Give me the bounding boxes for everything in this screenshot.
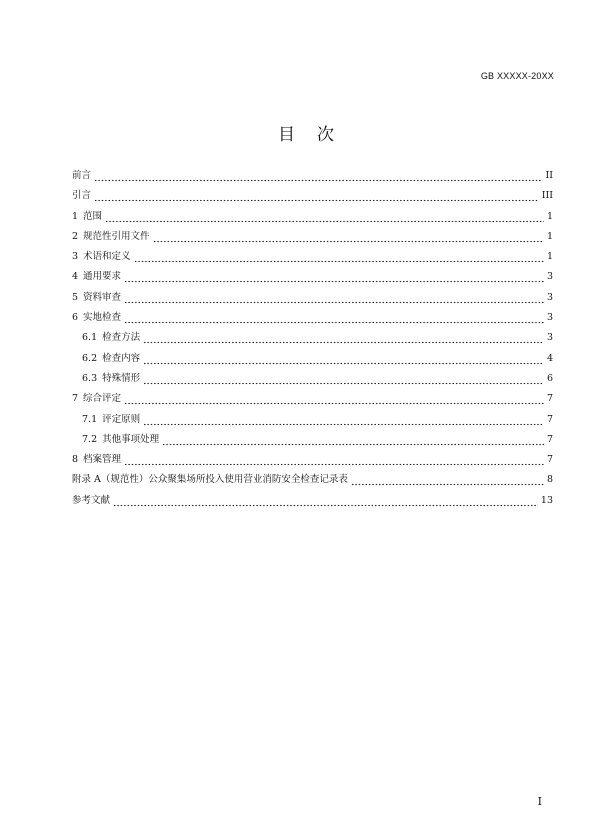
toc-dot-leader bbox=[143, 349, 544, 369]
toc-dot-leader bbox=[124, 308, 544, 328]
toc-entry-label: 前言 bbox=[72, 170, 92, 181]
toc-entry-page: 8 bbox=[546, 474, 553, 486]
toc-entry[interactable] bbox=[72, 288, 553, 308]
toc-entry[interactable] bbox=[72, 450, 553, 470]
toc-entry-page: 3 bbox=[546, 332, 553, 344]
toc-entry-page: II bbox=[545, 170, 553, 181]
toc-entry-label: 附录 A（规范性）公众聚集场所投入使用营业消防安全检查记录表 bbox=[72, 474, 348, 486]
toc-entry-page: 1 bbox=[546, 210, 553, 222]
toc-entry-page: 3 bbox=[546, 271, 553, 283]
toc-entry-page: 7 bbox=[546, 433, 553, 445]
toc-entry-page: 6 bbox=[546, 372, 553, 384]
toc-entry-label: 术语和定义 bbox=[83, 251, 131, 263]
page-number: I bbox=[537, 795, 542, 808]
toc-dot-leader bbox=[113, 491, 538, 511]
toc-entry-label: 综合评定 bbox=[83, 393, 122, 405]
toc-entry-page: 7 bbox=[546, 454, 553, 466]
toc-dot-leader bbox=[94, 166, 542, 186]
toc-entry-label: 评定原则 bbox=[102, 413, 141, 425]
table-of-contents bbox=[72, 166, 553, 511]
toc-entry-number: 6.2 bbox=[82, 352, 98, 364]
toc-entry-label: 资料审查 bbox=[83, 291, 122, 303]
toc-entry-label: 引言 bbox=[72, 190, 92, 202]
toc-entry[interactable] bbox=[72, 267, 553, 287]
toc-entry-label: 检查方法 bbox=[102, 332, 141, 344]
toc-dot-leader bbox=[94, 186, 539, 206]
toc-entry[interactable] bbox=[72, 328, 553, 348]
toc-entry-page: III bbox=[541, 190, 553, 202]
toc-dot-leader bbox=[143, 369, 544, 389]
toc-entry[interactable] bbox=[72, 470, 553, 490]
toc-entry[interactable] bbox=[72, 410, 553, 430]
toc-dot-leader bbox=[124, 267, 544, 287]
toc-entry-number: 1 bbox=[72, 210, 79, 222]
toc-dot-leader bbox=[124, 288, 544, 308]
toc-entry-label: 特殊情形 bbox=[102, 372, 141, 384]
toc-entry-page: 1 bbox=[546, 251, 553, 263]
toc-entry[interactable] bbox=[72, 369, 553, 389]
toc-dot-leader bbox=[134, 247, 544, 267]
toc-dot-leader bbox=[105, 207, 544, 227]
toc-entry[interactable] bbox=[72, 207, 553, 227]
document-code: GB XXXXX-20XX bbox=[480, 71, 554, 81]
toc-dot-leader bbox=[124, 389, 544, 409]
toc-entry[interactable] bbox=[72, 491, 553, 511]
toc-entry[interactable] bbox=[72, 389, 553, 409]
toc-entry-label: 实地检查 bbox=[83, 312, 122, 324]
toc-entry-label: 通用要求 bbox=[83, 271, 122, 283]
toc-entry-label: 规范性引用文件 bbox=[83, 230, 150, 242]
toc-entry-number: 7.2 bbox=[82, 433, 98, 445]
toc-entry[interactable] bbox=[72, 186, 553, 206]
toc-entry-page: 7 bbox=[546, 413, 553, 425]
toc-dot-leader bbox=[162, 430, 544, 450]
toc-entry-number: 7 bbox=[72, 393, 79, 405]
toc-entry-page: 3 bbox=[546, 291, 553, 303]
toc-dot-leader bbox=[153, 227, 544, 247]
toc-entry-label: 检查内容 bbox=[102, 352, 141, 364]
toc-entry-page: 13 bbox=[540, 494, 553, 506]
toc-entry-number: 6.3 bbox=[82, 372, 98, 384]
toc-entry-number: 2 bbox=[72, 230, 79, 242]
toc-entry-page: 1 bbox=[546, 230, 553, 242]
toc-entry-page: 7 bbox=[546, 393, 553, 405]
toc-entry-label: 档案管理 bbox=[83, 454, 122, 466]
toc-entry-number: 7.1 bbox=[82, 413, 98, 425]
toc-dot-leader bbox=[351, 470, 544, 490]
toc-entry-label: 参考文献 bbox=[72, 494, 111, 506]
toc-entry[interactable] bbox=[72, 430, 553, 450]
toc-entry[interactable] bbox=[72, 349, 553, 369]
toc-entry-number: 5 bbox=[72, 291, 79, 303]
toc-entry-number: 6.1 bbox=[82, 332, 98, 344]
toc-entry-page: 3 bbox=[546, 312, 553, 324]
toc-entry-number: 8 bbox=[72, 454, 79, 466]
toc-entry[interactable] bbox=[72, 227, 553, 247]
toc-entry-label: 范围 bbox=[83, 210, 103, 222]
toc-entry[interactable] bbox=[72, 247, 553, 267]
page-title: 目次 bbox=[278, 125, 356, 145]
toc-entry[interactable] bbox=[72, 308, 553, 328]
toc-dot-leader bbox=[143, 410, 544, 430]
toc-entry-number: 4 bbox=[72, 271, 79, 283]
toc-dot-leader bbox=[143, 328, 544, 348]
toc-entry-number: 3 bbox=[72, 251, 79, 263]
toc-entry-number: 6 bbox=[72, 312, 79, 324]
toc-dot-leader bbox=[124, 450, 544, 470]
toc-entry-page: 4 bbox=[546, 352, 553, 364]
toc-entry[interactable] bbox=[72, 166, 553, 186]
toc-entry-label: 其他事项处理 bbox=[102, 433, 160, 445]
